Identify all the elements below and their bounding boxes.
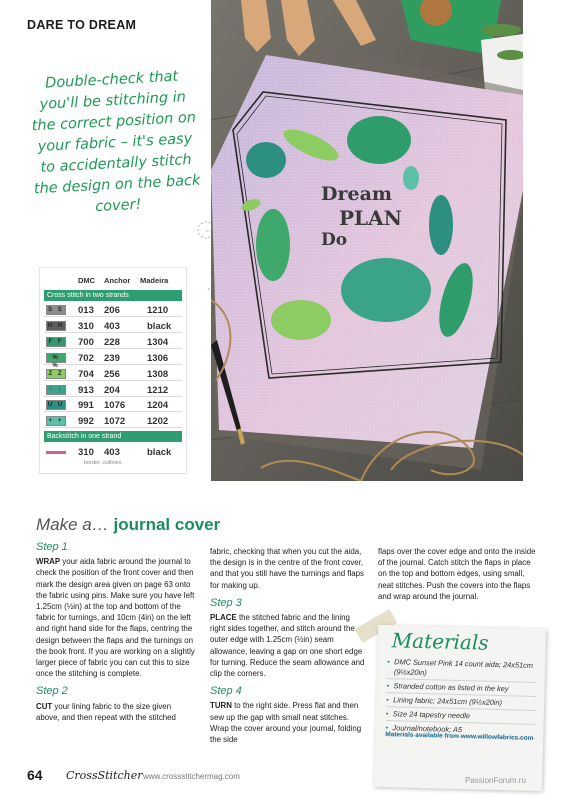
key-symbol: + + [46,416,66,426]
backstitch-swatch [46,451,66,454]
key-anchor: 204 [104,384,120,396]
bs-note: border, outlines [84,460,122,466]
key-madeira: 1306 [147,352,169,364]
key-symbol: S S [46,305,66,315]
step-4-text: TURN to the right side. Press flat and then sew up the gap with small neat stitches. Wrap the cover around your journal, folding the side [210,701,362,745]
article-col-3 [378,546,538,609]
design-word-dream: Dream [321,183,392,205]
key-madeira: 1202 [147,416,169,428]
materials-card [374,625,546,791]
step-1-heading: Step 1 [36,541,68,553]
design-word-do: Do [321,230,348,250]
step-1-text: WRAP your aida fabric around the journal to check the position of the front cover and then mark the design area given on page 63 onto the fabric using pins. Make sure you have left 1.25cm (½in) at the top and bottom of the fabric for turnings, and 10cm (4in) on the left and right hand side for the flaps, centring the design between the flaps and the turnings on the book front. If you are working on a slightly larger piece of fabric you can cut this to size once the stitching is complete. [36,557,195,679]
section-tag: DARE TO DREAM [27,18,137,32]
material-item: • Lining fabric; 24x51cm (9½x20in) [386,695,536,711]
key-madeira: 1212 [147,384,169,396]
thread-key [40,268,186,473]
key-anchor: 1072 [104,416,126,428]
key-anchor: 403 [104,320,120,332]
key-anchor: 256 [104,368,120,380]
step-4-heading: Step 4 [210,685,242,698]
col-dmc: DMC [78,276,96,285]
key-madeira: 1204 [147,400,169,412]
bs-madeira: black [147,447,172,458]
cross-stitch-band: Cross stitch in two strands [44,290,182,301]
step-2-continued: fabric, checking that when you cut the aida, the design is in the centre of the front cover, and that you still have the turnings and flaps for making up. [210,547,364,590]
backstitch-band: Backstitch in one strand [44,431,182,442]
material-item: • Size 24 tapestry needle [386,709,536,725]
page-number: 64 [27,767,43,783]
key-anchor: 1076 [104,400,126,412]
step-4-continued: flaps over the cover edge and onto the inside of the journal. Catch stitch the flaps in place on the top and bottom edges, using small, neat stitches. Push the covers into the flaps and wrap around the journal. [378,547,536,601]
key-row [44,304,182,317]
step-2-text: CUT your lining fabric to the size given above, and then repeat with the stitched [36,701,176,722]
key-symbol: U U [47,402,65,409]
material-item: • Journal/notebook; A5 [385,723,535,739]
materials-credit: Materials available from www.willowfabrics.com [385,731,534,742]
materials-list [385,657,537,741]
bs-dmc: 310 [78,447,94,458]
key-row [44,415,182,428]
key-symbol: ↑ ↑ [46,385,66,395]
journal-photo [211,0,523,481]
key-row [44,384,182,397]
key-symbol: % % [46,353,66,363]
key-dmc: 702 [78,352,94,364]
step-3-text: PLACE the stitched fabric and the lining right sides together, and stitch around the outer edge with 1.25cm (½in) seam allowance, leaving a gap on one short edge for turning. Reduce the seam allowance and clip the corners. [210,613,365,679]
key-anchor: 206 [104,305,120,316]
bs-anchor: 403 [104,447,120,458]
key-symbol: F F [46,337,66,347]
key-row [44,399,182,412]
material-item: • DMC Sunset Pink 14 count aida; 24x51cm (9½x20in) [387,657,538,683]
key-symbol: H H [47,322,65,329]
key-anchor: 228 [104,336,120,348]
article-col-1 [36,542,196,730]
key-madeira: 1210 [147,305,169,316]
material-item: • Stranded cotton as listed in the key [386,681,536,697]
key-row [44,352,182,369]
key-dmc: 704 [78,368,94,380]
key-row [44,320,182,333]
magazine-brand: CrossStitcher [66,769,143,782]
key-madeira: 1304 [147,336,169,348]
step-3-heading: Step 3 [210,596,242,609]
article-title [36,515,220,535]
title-prefix: Make a… [36,515,109,534]
backstitch-row [44,446,182,470]
key-dmc: 913 [78,384,94,396]
tip-note: Double-check that you'll be stitching in the correct position on your fabric – it's easy to accidentally stitch the design on the back cover! [31,68,201,216]
design-word-plan: PLAN [339,206,402,230]
key-symbol: Z Z [46,369,66,379]
col-anchor: Anchor [104,276,131,285]
key-row [44,336,182,349]
key-madeira: black [147,320,172,332]
key-dmc: 992 [78,416,94,428]
key-dmc: 013 [78,305,94,316]
key-madeira: 1308 [147,368,169,380]
key-dmc: 700 [78,336,94,348]
step-2-heading: Step 2 [36,685,68,698]
magazine-url: www.crossstitchermag.com [143,772,240,781]
key-row [44,368,182,381]
journal-photo-illustration [211,0,523,481]
watermark: PassionForum.ru [465,776,526,785]
title-main: journal cover [113,515,221,534]
materials-title: Materials [391,628,489,655]
article-col-2 [210,546,365,752]
key-anchor: 239 [104,352,120,364]
key-dmc: 991 [78,400,94,412]
col-madeira: Madeira [140,276,169,285]
key-dmc: 310 [78,320,94,332]
